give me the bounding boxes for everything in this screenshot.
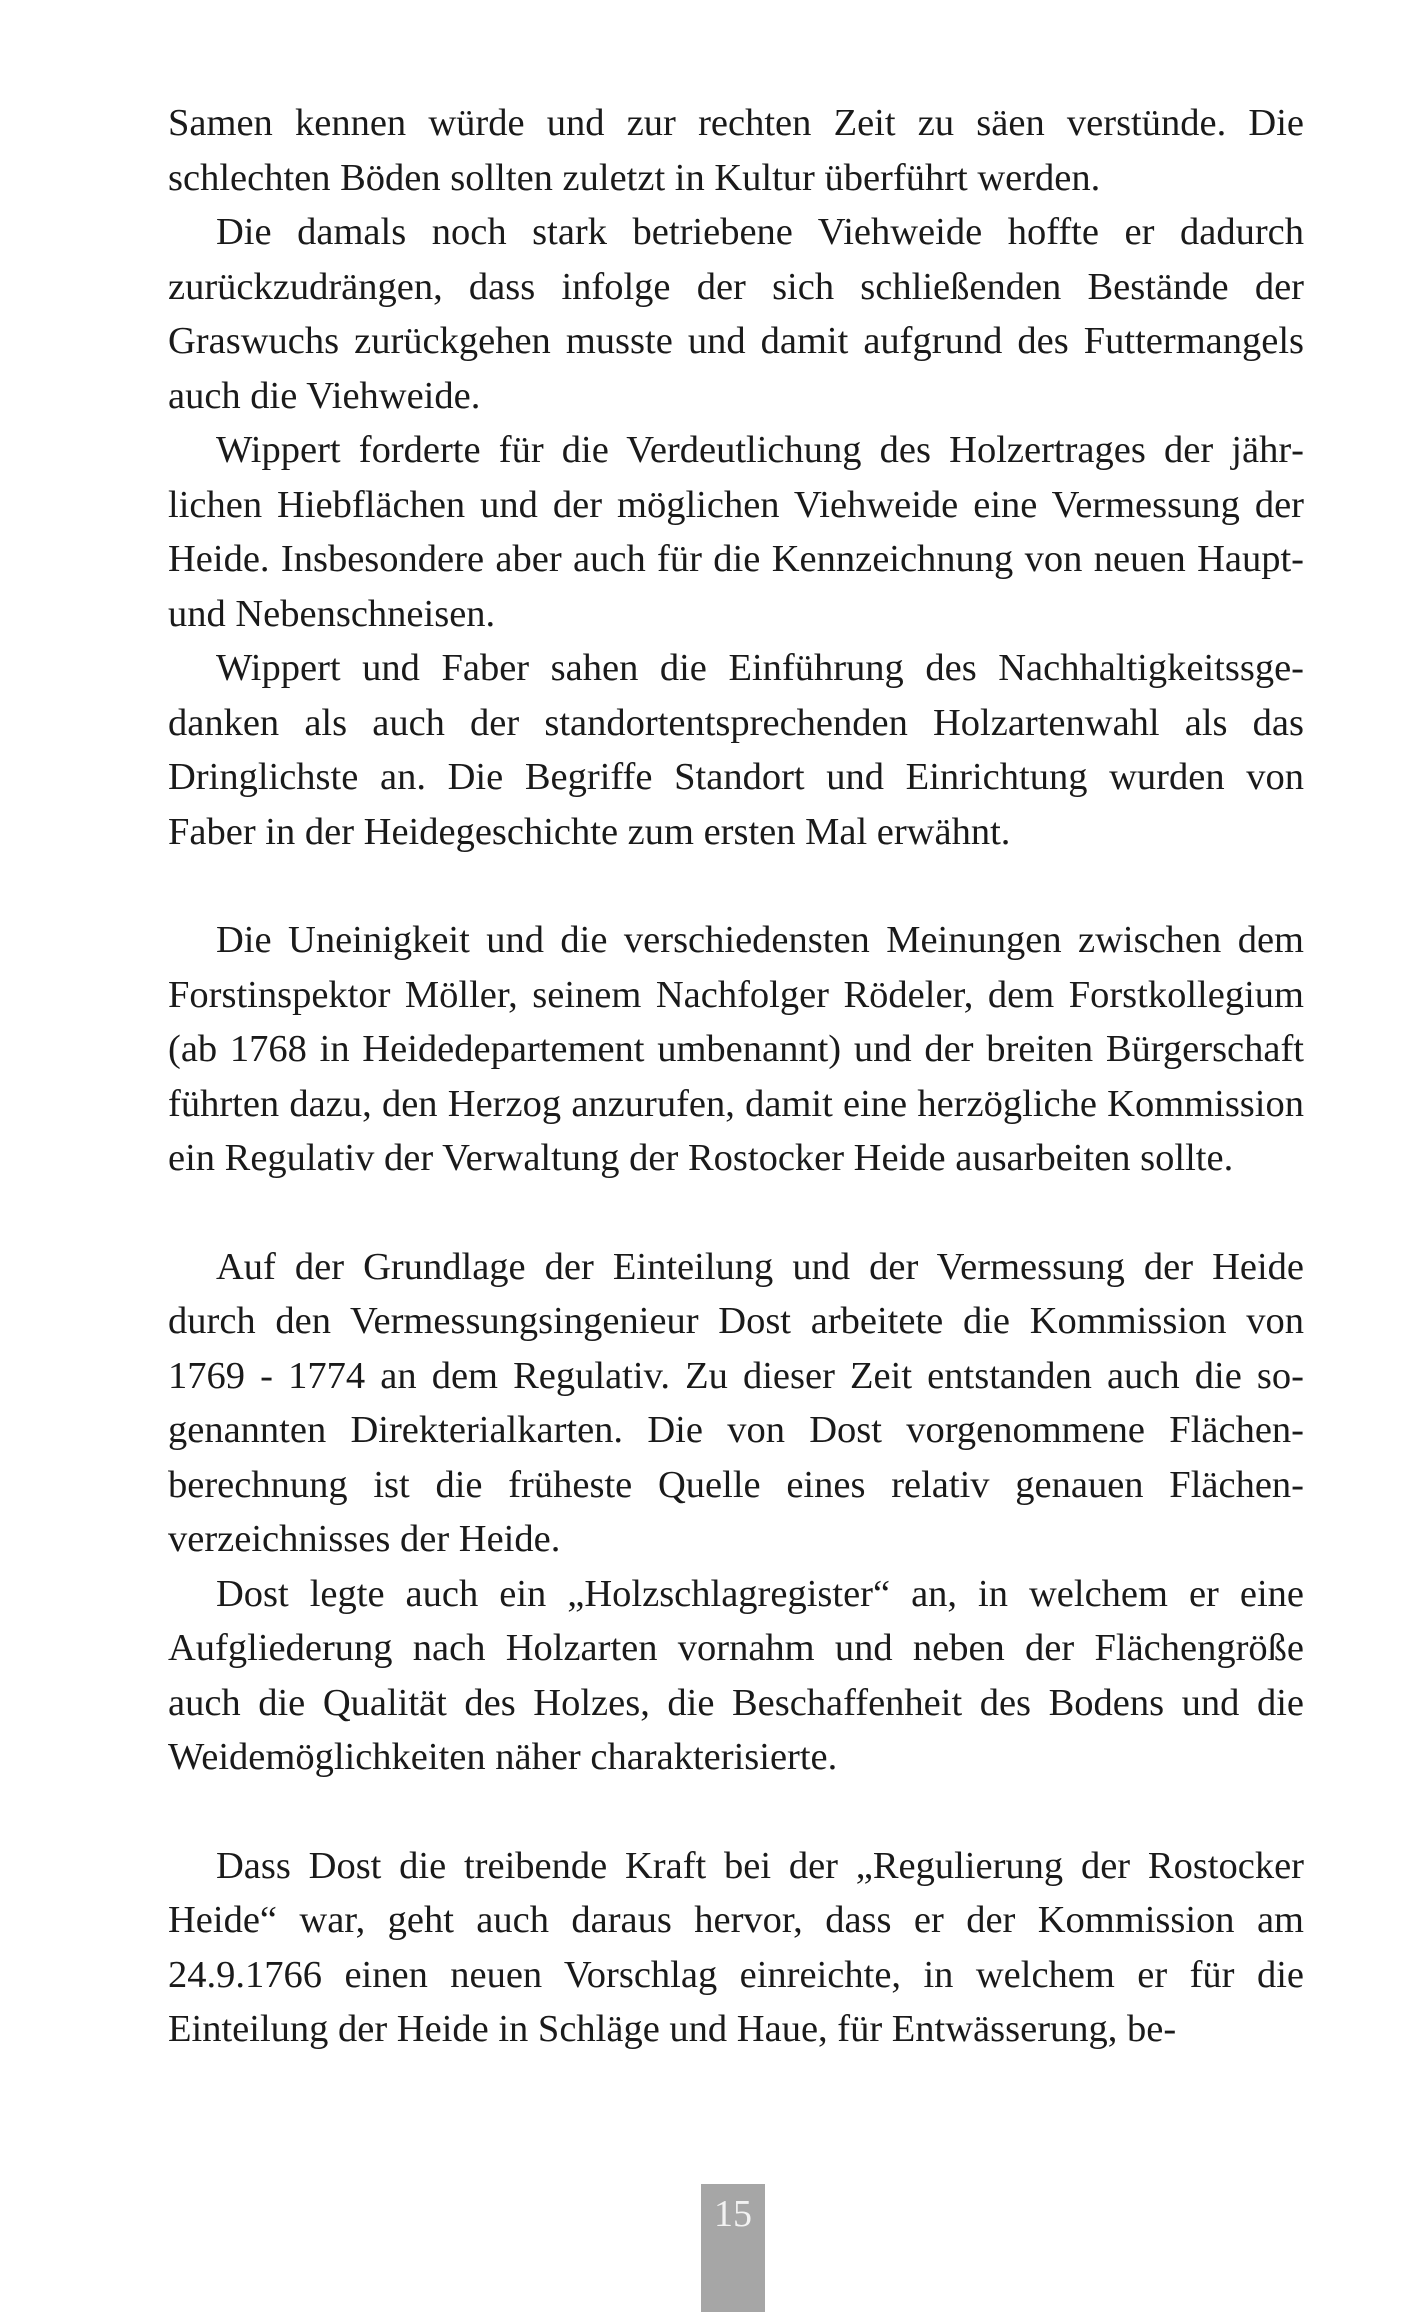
paragraph-8: Dass Dost die treibende Kraft bei der „Regulierung der Rostocker Heide“ war, geht auch daraus hervor, dass er der Kommission am 24.9.1766 einen neuen Vorschlag einreichte, in welchem er für die Einteilung der Heide in Schläge und Haue, für Entwässerung, be- — [168, 1844, 1304, 2050]
paragraph-4: Wippert und Faber sahen die Einführung des Nachhaltigkeitssgedanken als auch der standortentsprechenden Holzartenwahl als das Dringlichste an. Die Begriffe Standort und Einrichtung wurden von Faber in der Heidegeschichte zum ersten Mal erwähnt. — [168, 647, 1304, 853]
paragraph-5: Die Uneinigkeit und die verschiedensten Meinungen zwischen dem Forstinspektor Möller, seinem Nachfolger Rödeler, dem Forstkollegium (ab 1768 in Heidedepartement umbenannt) und der breiten Bürgerschaft führten dazu, den Herzog anzurufen, damit eine herzögliche Kommission ein Regulativ der Verwaltung der Rostocker Heide ausarbeiten sollte. — [168, 919, 1304, 1179]
paragraph-7: Dost legte auch ein „Holzschlagregister“ an, in welchem er eine Aufgliederung nach Holzarten vornahm und neben der Flächengröße auch die Qualität des Holzes, die Beschaffenheit des Bodens und die Weidemöglichkeiten näher charakterisierte. — [168, 1572, 1304, 1778]
paragraph-2: Die damals noch stark betriebene Viehweide hoffte er dadurch zurückzudrängen, dass infolge der sich schließenden Bestände der Graswuchs zurückgehen musste und damit aufgrund des Futtermangels auch die Viehweide. — [168, 211, 1304, 417]
paragraph-3: Wippert forderte für die Verdeutlichung des Holzertrages der jährlichen Hiebflächen und der möglichen Viehweide eine Vermessung der Heide. Insbesondere aber auch für die Kennzeichnung von neuen Haupt- und Nebenschneisen. — [168, 429, 1304, 635]
document-page — [168, 96, 1304, 2057]
paragraph-1: Samen kennen würde und zur rechten Zeit zu säen verstünde. Die schlechten Böden sollten zuletzt in Kultur überführt werden. — [168, 102, 1304, 199]
paragraph-6: Auf der Grundlage der Einteilung und der Vermessung der Heide durch den Vermessungsingenieur Dost arbeitete die Kommission von 1769 - 1774 an dem Regulativ. Zu dieser Zeit entstanden auch die sogenannten Direkterialkarten. Die von Dost vorgenommene Flächenberechnung ist die früheste Quelle eines relativ genauen Flächenverzeichnisses der Heide. — [168, 1245, 1304, 1560]
page-number: 15 — [714, 2193, 752, 2235]
page-number-tab — [701, 2184, 765, 2312]
